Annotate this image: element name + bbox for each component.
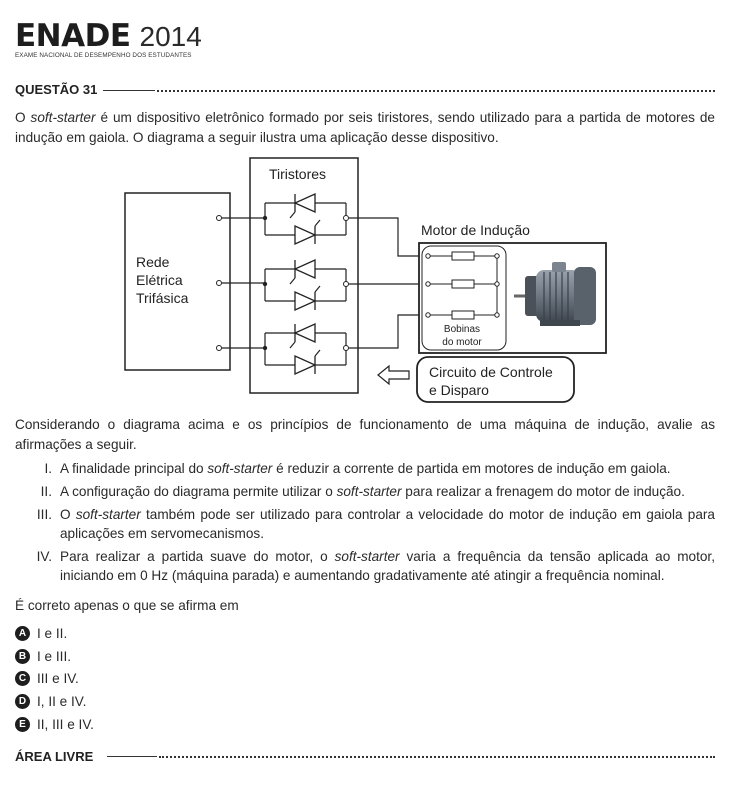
statement-text-post: para realizar a frenagem do motor de indução. [401, 484, 685, 499]
thyristor-output-terminals [344, 216, 349, 351]
control-label-1: Circuito de Controle [429, 364, 553, 380]
thyristor-icon [290, 194, 315, 218]
intro-text-2: é um dispositivo eletrônico formado por seis tiristores, sendo utilizado para a partida de motores de indução em gaiola. O diagrama a seguir ilustra uma aplicação desse dispositivo. [15, 110, 715, 145]
logo-text: ENADE [15, 18, 131, 54]
intro-emphasis: soft-starter [30, 110, 96, 125]
statement-item [15, 505, 715, 543]
statement-text [60, 547, 715, 585]
statement-text-pre: A finalidade principal do [60, 461, 208, 476]
statement-text-post: varia a frequência da tensão aplicada ao motor, iniciando em 0 Hz (máquina parada) e aumentando gradativamente até atingir a frequência nominal. [60, 549, 715, 583]
thyristor-box [250, 158, 358, 393]
statement-number: IV. [36, 549, 52, 564]
thyristor-pair-3 [263, 324, 346, 374]
thyristor-icon [290, 324, 315, 348]
statement-text [60, 482, 715, 501]
thyristor-icon [295, 286, 320, 310]
statement-emphasis: soft-starter [336, 484, 402, 499]
statement-emphasis: soft-starter [75, 507, 141, 522]
free-area-heading [15, 749, 715, 764]
statement-emphasis: soft-starter [207, 461, 273, 476]
intro-text-1: O [15, 110, 31, 125]
answer-letter-badge: A [15, 626, 30, 641]
grid-label-2: Elétrica [136, 272, 183, 288]
statement-text [60, 459, 715, 478]
statement-text-pre: Para realizar a partida suave do motor, o [60, 549, 335, 564]
statement-item [15, 459, 715, 478]
free-area-rule-dotted [159, 756, 715, 758]
answer-option-b[interactable] [15, 645, 94, 668]
question-conclusion: É correto apenas o que se afirma em [15, 598, 239, 613]
answer-text: I e III. [37, 648, 71, 664]
statement-text-pre: O [60, 507, 76, 522]
question-title: QUESTÃO 31 [15, 82, 98, 97]
answer-option-e[interactable] [15, 713, 94, 736]
thyristor-pair-2 [263, 260, 346, 310]
free-area-title: ÁREA LIVRE [15, 749, 94, 764]
question-prompt: Considerando o diagrama acima e os princípios de funcionamento de uma máquina de indução, avalie as afirmações a seguir. [15, 417, 715, 452]
statement-item [15, 547, 715, 585]
motor-wires [349, 218, 430, 348]
answer-option-c[interactable] [15, 667, 94, 690]
answer-letter-badge: B [15, 649, 30, 664]
statement-text-post: é reduzir a corrente de partida em motores de indução em gaiola. [272, 461, 671, 476]
statement-number: III. [36, 507, 52, 522]
thyristor-pairs [263, 194, 346, 374]
answer-text: I e II. [37, 625, 68, 641]
answer-letter-badge: C [15, 671, 30, 686]
answer-option-d[interactable] [15, 690, 94, 713]
free-area-rule-solid [107, 756, 157, 757]
statement-item [15, 482, 715, 501]
answer-options [15, 622, 94, 735]
control-label-2: e Disparo [429, 382, 489, 398]
logo-year: 2014 [139, 21, 202, 52]
coils-label-1: Bobinas [443, 324, 481, 335]
statement-emphasis: soft-starter [334, 549, 400, 564]
answer-letter-badge: D [15, 694, 30, 709]
trigger-arrow-icon [378, 366, 409, 384]
coils-label-2: do motor [442, 337, 482, 348]
answer-text: I, II e IV. [37, 693, 87, 709]
thyristors-label: Tiristores [269, 166, 327, 182]
motor-label: Motor de Indução [421, 222, 530, 238]
grid-label-1: Rede [136, 254, 170, 270]
answer-letter-badge: E [15, 717, 30, 732]
statement-number: I. [44, 461, 52, 476]
statement-text-post: também pode ser utilizado para controlar a velocidade do motor de indução em gaiola para aplicações em servomecanismos. [60, 507, 715, 541]
answer-text: III e IV. [37, 671, 79, 687]
answer-text: II, III e IV. [37, 716, 94, 732]
statements-list [15, 459, 715, 589]
thyristor-icon [295, 350, 320, 374]
answer-option-a[interactable] [15, 622, 94, 645]
logo-subtitle: EXAME NACIONAL DE DESEMPENHO DOS ESTUDANTES [15, 52, 192, 59]
thyristor-pair-1 [263, 194, 346, 244]
statement-text-pre: A configuração do diagrama permite utilizar o [60, 484, 337, 499]
statement-number: II. [40, 484, 52, 499]
grid-label-3: Trifásica [136, 290, 189, 306]
thyristor-icon [290, 260, 315, 284]
statement-text [60, 505, 715, 543]
thyristor-icon [295, 220, 320, 244]
